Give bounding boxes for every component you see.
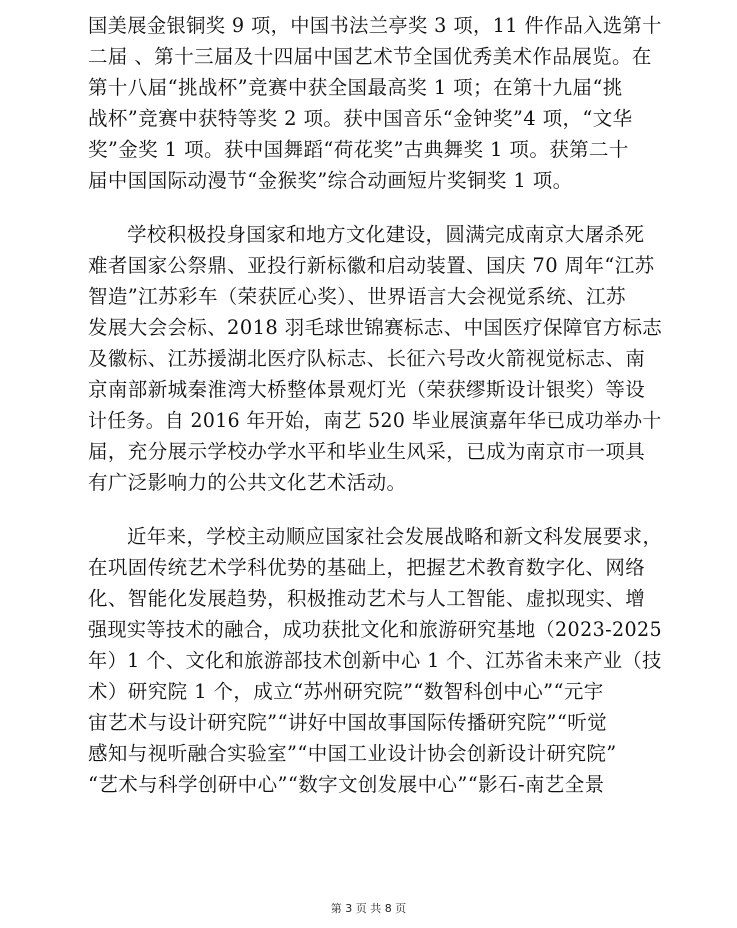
text-line: 近年来，学校主动顺应国家社会发展战略和新文科发展要求， bbox=[127, 525, 663, 548]
text-line: 强现实等技术的融合，成功获批文化和旅游研究基地（2023-2025 bbox=[88, 618, 663, 641]
text-line: 术）研究院 1 个，成立“苏州研究院”“数智科创中心”“元宇 bbox=[88, 680, 604, 703]
text-line: 学校积极投身国家和地方文化建设，圆满完成南京大屠杀死 bbox=[127, 223, 645, 246]
text-line: 国美展金银铜奖 9 项，中国书法兰亭奖 3 项，11 件作品入选第十 bbox=[88, 14, 662, 37]
text-line: 战杯”竞赛中获特等奖 2 项。获中国音乐“金钟奖”4 项，“文华 bbox=[88, 107, 633, 130]
text-line: 届，充分展示学校办学水平和毕业生风采，已成为南京市一项具 bbox=[88, 440, 646, 463]
text-line: 第十八届“挑战杯”竞赛中获全国最高奖 1 项；在第十九届“挑 bbox=[88, 76, 623, 99]
text-line: 宙艺术与设计研究院”“讲好中国故事国际传播研究院”“听觉 bbox=[88, 711, 608, 734]
text-line: 二届 、第十三届及十四届中国艺术节全国优秀美术作品展览。在 bbox=[88, 45, 652, 68]
page-number-footer: 第 3 页 共 8 页 bbox=[330, 902, 407, 915]
text-line: 难者国家公祭鼎、亚投行新标徽和启动装置、国庆 70 周年“江苏 bbox=[88, 254, 655, 277]
text-line: 及徽标、江苏援湖北医疗队标志、长征六号改火箭视觉标志、南 bbox=[88, 347, 646, 370]
text-line: “艺术与科学创研中心”“数字文创发展中心”“影石-南艺全景 bbox=[88, 773, 605, 796]
text-line: 感知与视听融合实验室”“中国工业设计协会创新设计研究院” bbox=[88, 742, 617, 765]
text-line: 发展大会会标、2018 羽毛球世锦赛标志、中国医疗保障官方标志 bbox=[88, 316, 663, 339]
text-line: 年）1 个、文化和旅游部技术创新中心 1 个、江苏省未来产业（技 bbox=[88, 649, 662, 672]
text-line: 化、智能化发展趋势，积极推动艺术与人工智能、虚拟现实、增 bbox=[88, 587, 646, 610]
text-line: 在巩固传统艺术学科优势的基础上，把握艺术教育数字化、网络 bbox=[88, 556, 646, 579]
text-line: 计任务。自 2016 年开始，南艺 520 毕业展演嘉年华已成功举办十 bbox=[88, 409, 662, 432]
text-line: 京南部新城秦淮湾大桥整体景观灯光（荣获缪斯设计银奖）等设 bbox=[88, 378, 646, 401]
text-line: 奖”金奖 1 项。获中国舞蹈“荷花奖”古典舞奖 1 项。获第二十 bbox=[88, 138, 629, 161]
text-line: 智造”江苏彩车（荣获匠心奖）、世界语言大会视觉系统、江苏 bbox=[88, 285, 626, 308]
text-line: 届中国国际动漫节“金猴奖”综合动画短片奖铜奖 1 项。 bbox=[88, 169, 573, 192]
text-line: 有广泛影响力的公共文化艺术活动。 bbox=[88, 471, 407, 494]
